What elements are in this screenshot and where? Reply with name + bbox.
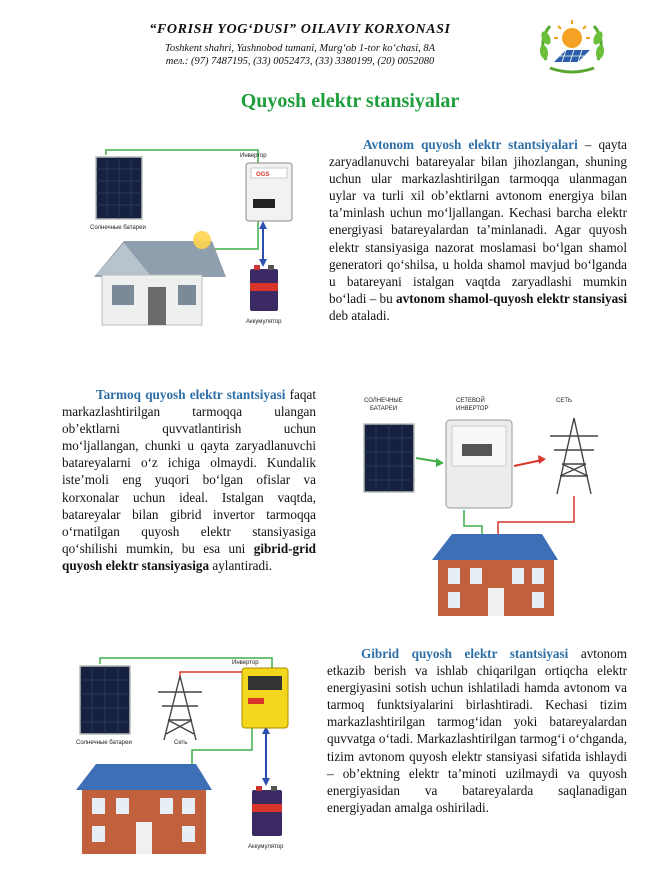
- house-icon: [432, 534, 558, 616]
- grid-heading: Tarmoq quyosh elektr stantsiyasi: [96, 387, 286, 402]
- inverter-icon: [246, 163, 292, 221]
- panel-caption: Солнечные батареи: [90, 225, 146, 231]
- grid-panel-caption-1: СОЛНЕЧНЫЕ: [364, 398, 403, 404]
- grid-body-2: aylantiradi.: [209, 557, 273, 573]
- grid-inverter-caption-1: СЕТЕВОЙ: [456, 398, 485, 404]
- power-tower-icon: [550, 418, 598, 494]
- hybrid-paragraph: [327, 645, 627, 816]
- inverter-caption: Инвертор: [240, 153, 267, 159]
- solar-panel-icon: [96, 157, 142, 219]
- autonomous-heading: Avtonom quyosh elektr stantsiyalari: [363, 137, 578, 152]
- grid-paragraph: [62, 386, 316, 574]
- autonomous-body-1: – qayta zaryadlanuvchi batareyalar bilan jihozlangan, shuning uchun ular markazlashtirilgan tarmoqqa ulanmagan uylar va turli xil obʼektlarni avtonom energiya bilan taʼminlash uchun moʻljallangan. Kechasi barcha elektr energiyasi batareyalardan taʼminlanadi. Agar quyosh elektr stansiyasiga nazorat moslamasi boʻlgan shamol generatori qoʻshilsa, u holda shamol mavjud boʻlganda u batareyani istalgan vaqtda zaryadlashi mumkin boʻladi – bu: [329, 137, 628, 306]
- grid-diagram: [352, 384, 612, 624]
- hybrid-body-1: avtonom etkazib berish va ishlab chiqarilgan ortiqcha elektr energiyasini sotish uchun ishlatiladi hamda avtonom va tarmoq funktsiyalarini birlashtiradi. Kechasi tizim markazlashtirilgan tarmogʻidan yoki batareyalardan quvvatga oʻtadi. Markazlashtirilgan tarmogʻi oʻchganda, tizim avtonom quyosh elektr stansiyasi sifatida ishlaydi – obʼektning elektr taʼminoti uzilmaydi va quyosh energiyasidan va batareyalarda saqlanadigan energiyadan amalga oshiriladi.: [327, 646, 627, 815]
- company-address: [120, 42, 480, 68]
- grid-caption: СЕТЬ: [556, 398, 572, 404]
- hybrid-heading: Gibrid quyosh elektr stantsiyasi: [361, 646, 569, 661]
- hybrid-battery-caption: Аккумулятор: [248, 844, 284, 850]
- grid-body-1: faqat markazlashtirilgan tarmoqqa ulangan obʼektlarni quvvatlantirish uchun moʻljallangan, chunki u qayta zaryadlanuvchi batareyalarni oʻz ichiga olmaydi. Kundalik isteʼmoli eng yuqori boʻlgan ofislar va korxonalar uchun ideal. Istalgan vaqtda, batareyalar bilan gibrid invertor tarmoqqa oʻrnatilgan quyosh elektr stansiyasiga qoʻshilishi mumkin, bu esa uni: [62, 387, 316, 556]
- battery-icon: [250, 265, 278, 311]
- address-line: Toshkent shahri, Yashnobod tumani, Murg‘ob 1-tor ko‘chasi, 8A: [164, 43, 436, 54]
- hybrid-inverter-caption: Инвертор: [232, 660, 259, 666]
- phone-line: тел.: (97) 7487195, (33) 0052473, (33) 3380199, (20) 0052080: [165, 56, 435, 67]
- house-icon: [76, 764, 212, 854]
- grid-inverter-caption-2: ИНВЕРТОР: [456, 406, 489, 412]
- solar-panel-icon: [80, 666, 130, 734]
- house-icon: [94, 231, 226, 325]
- grid-panel-caption-2: БАТАРЕИ: [370, 406, 398, 412]
- hybrid-panel-caption: Солнечные батареи: [76, 740, 132, 746]
- power-tower-icon: [158, 676, 202, 740]
- company-logo: [536, 10, 608, 82]
- battery-caption: Аккумулятор: [246, 319, 282, 325]
- hybrid-diagram: [72, 650, 302, 870]
- svg-text:OGS: OGS: [256, 172, 270, 178]
- grid-bold: gibrid-grid quyosh elektr stansiyasiga: [62, 540, 316, 573]
- autonomous-paragraph: [329, 136, 627, 324]
- autonomous-bold: avtonom shamol-quyosh elektr stansiyasi: [396, 290, 627, 306]
- page-title: Quyosh elektr stansiyalar: [240, 90, 460, 112]
- inverter-icon: [446, 420, 512, 508]
- solar-panel-icon: [364, 424, 414, 492]
- hybrid-grid-caption: Сеть: [174, 740, 188, 746]
- company-name: “FORISH YOG‘DUSI” OILAVIY KORXONASI: [149, 22, 451, 37]
- inverter-icon: [242, 668, 288, 728]
- autonomous-body-2: deb ataladi.: [329, 307, 390, 323]
- autonomous-diagram: [88, 145, 308, 345]
- battery-icon: [252, 786, 282, 836]
